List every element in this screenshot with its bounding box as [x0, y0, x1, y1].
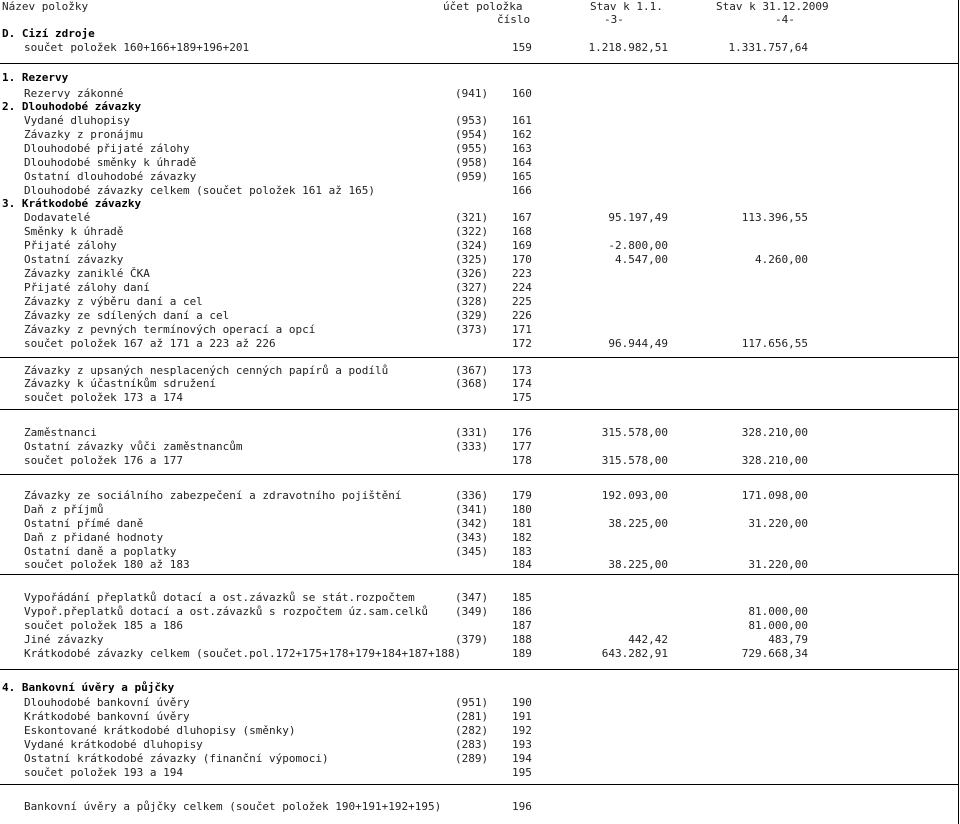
row-item-number: 174	[512, 377, 532, 390]
row-state-end: 4.260,00	[755, 253, 808, 266]
row-item-number: 165	[512, 170, 532, 183]
row-item-number: 226	[512, 309, 532, 322]
row-state-start: 96.944,49	[608, 337, 668, 350]
row-label: Krátkodobé bankovní úvěry	[24, 710, 190, 723]
row-account: (341)	[455, 503, 489, 516]
row-state-end: 328.210,00	[741, 454, 808, 467]
row-label: Vypoř.přeplatků dotací a ost.závazků s rozpočtem úz.sam.celků	[24, 605, 428, 618]
row-account: (347)	[455, 591, 489, 604]
row-item-number: 192	[512, 724, 532, 737]
header-col-state1-num: -3-	[604, 13, 624, 26]
row-account: (954)	[455, 128, 489, 141]
section-separator	[0, 784, 958, 785]
row-state-end: 31.220,00	[748, 517, 808, 530]
row-account: (958)	[455, 156, 489, 169]
row-item-number: 171	[512, 323, 532, 336]
header-col-state2-num: -4-	[775, 13, 795, 26]
row-item-number: 187	[512, 619, 532, 632]
row-label: součet položek 180 až 183	[24, 558, 190, 571]
row-state-end: 171.098,00	[741, 489, 808, 502]
row-state-end: 117.656,55	[741, 337, 808, 350]
row-item-number: 176	[512, 426, 532, 439]
header-col-state1: Stav k 1.1.	[590, 0, 663, 13]
row-item-number: 159	[512, 41, 532, 54]
row-item-number: 173	[512, 364, 532, 377]
section-separator	[0, 669, 958, 670]
row-label: Ostatní dlouhodobé závazky	[24, 170, 197, 183]
row-item-number: 223	[512, 267, 532, 280]
row-item-number: 196	[512, 800, 532, 813]
row-label: Dlouhodobé přijaté zálohy	[24, 142, 190, 155]
row-item-number: 184	[512, 558, 532, 571]
row-state-end: 1.331.757,64	[728, 41, 808, 54]
row-account: (328)	[455, 295, 489, 308]
row-account: (282)	[455, 724, 489, 737]
row-label: Závazky z upsaných nesplacených cenných papírů a podílů	[24, 364, 389, 377]
header-col-name: Název položky	[2, 0, 89, 13]
row-item-number: 182	[512, 531, 532, 544]
row-state-start: 38.225,00	[608, 558, 668, 571]
row-item-number: 162	[512, 128, 532, 141]
row-state-start: 192.093,00	[601, 489, 668, 502]
row-account: (322)	[455, 225, 489, 238]
row-state-start: 4.547,00	[615, 253, 668, 266]
row-label: Směnky k úhradě	[24, 225, 124, 238]
section-separator	[0, 63, 958, 64]
row-item-number: 186	[512, 605, 532, 618]
row-label: Dlouhodobé směnky k úhradě	[24, 156, 197, 169]
section-heading: 4. Bankovní úvěry a půjčky	[2, 681, 175, 694]
row-item-number: 160	[512, 87, 532, 100]
row-account: (283)	[455, 738, 489, 751]
section-separator	[0, 357, 958, 358]
row-state-start: 442,42	[628, 633, 668, 646]
row-account: (329)	[455, 309, 489, 322]
row-label: Závazky z pevných termínových operací a opcí	[24, 323, 316, 336]
row-item-number: 194	[512, 752, 532, 765]
row-account: (324)	[455, 239, 489, 252]
row-state-end: 483,79	[768, 633, 808, 646]
row-account: (379)	[455, 633, 489, 646]
row-item-number: 168	[512, 225, 532, 238]
row-account: (349)	[455, 605, 489, 618]
row-label: součet položek 167 až 171 a 223 až 226	[24, 337, 276, 350]
row-label: Závazky k účastníkům sdružení	[24, 377, 217, 390]
row-item-number: 195	[512, 766, 532, 779]
row-item-number: 225	[512, 295, 532, 308]
section-heading: 2. Dlouhodobé závazky	[2, 100, 142, 113]
row-label: součet položek 193 a 194	[24, 766, 183, 779]
row-state-start: 95.197,49	[608, 211, 668, 224]
row-label: Závazky ze sdílených daní a cel	[24, 309, 230, 322]
section-heading: 1. Rezervy	[2, 71, 69, 84]
row-state-start: 315.578,00	[601, 454, 668, 467]
row-account: (373)	[455, 323, 489, 336]
row-account: (951)	[455, 696, 489, 709]
row-label: Vydané krátkodobé dluhopisy	[24, 738, 203, 751]
row-item-number: 180	[512, 503, 532, 516]
row-item-number: 167	[512, 211, 532, 224]
row-label: Dlouhodobé bankovní úvěry	[24, 696, 190, 709]
row-label: Eskontované krátkodobé dluhopisy (směnky)	[24, 724, 296, 737]
row-item-number: 185	[512, 591, 532, 604]
row-label: Jiné závazky	[24, 633, 104, 646]
row-label: Daň z příjmů	[24, 503, 104, 516]
row-account: (959)	[455, 170, 489, 183]
row-item-number: 166	[512, 184, 532, 197]
row-label: součet položek 160+166+189+196+201	[24, 41, 250, 54]
row-account: (368)	[455, 377, 489, 390]
row-item-number: 170	[512, 253, 532, 266]
row-account: (331)	[455, 426, 489, 439]
row-item-number: 177	[512, 440, 532, 453]
row-account: (327)	[455, 281, 489, 294]
row-item-number: 164	[512, 156, 532, 169]
row-item-number: 189	[512, 647, 532, 660]
row-account: (345)	[455, 545, 489, 558]
row-state-start: 1.218.982,51	[588, 41, 668, 54]
row-account: (321)	[455, 211, 489, 224]
row-item-number: 161	[512, 114, 532, 127]
row-state-start: 315.578,00	[601, 426, 668, 439]
header-col-state2: Stav k 31.12.2009	[716, 0, 829, 13]
row-item-number: 172	[512, 337, 532, 350]
row-item-number: 169	[512, 239, 532, 252]
row-item-number: 163	[512, 142, 532, 155]
row-label: Ostatní krátkodobé závazky (finanční výpomoci)	[24, 752, 329, 765]
row-label: Vypořádání přeplatků dotací a ost.závazků se stát.rozpočtem	[24, 591, 415, 604]
section-separator	[0, 474, 958, 475]
row-label: Dlouhodobé závazky celkem (součet položek 161 až 165)	[24, 184, 375, 197]
row-state-end: 81.000,00	[748, 619, 808, 632]
row-account: (281)	[455, 710, 489, 723]
row-label: Ostatní přímé daně	[24, 517, 144, 530]
row-label: Přijaté zálohy daní	[24, 281, 150, 294]
row-label: Ostatní závazky	[24, 253, 124, 266]
row-label: Ostatní daně a poplatky	[24, 545, 177, 558]
row-label: součet položek 173 a 174	[24, 391, 183, 404]
row-item-number: 178	[512, 454, 532, 467]
section-separator	[0, 409, 958, 410]
row-state-start: 38.225,00	[608, 517, 668, 530]
row-state-start: -2.800,00	[608, 239, 668, 252]
section-separator	[0, 574, 958, 575]
row-item-number: 183	[512, 545, 532, 558]
row-label: Zaměstnanci	[24, 426, 97, 439]
row-label: Krátkodobé závazky celkem (součet.pol.172+175+178+179+184+187+188)	[24, 647, 462, 660]
row-label: Bankovní úvěry a půjčky celkem (součet položek 190+191+192+195)	[24, 800, 442, 813]
row-item-number: 224	[512, 281, 532, 294]
row-account: (342)	[455, 517, 489, 530]
row-item-number: 191	[512, 710, 532, 723]
row-account: (325)	[455, 253, 489, 266]
header-col-account: účet položka	[443, 0, 523, 13]
row-label: součet položek 185 a 186	[24, 619, 183, 632]
row-account: (326)	[455, 267, 489, 280]
section-heading: D. Cizí zdroje	[2, 27, 95, 40]
row-account: (289)	[455, 752, 489, 765]
row-item-number: 190	[512, 696, 532, 709]
row-item-number: 179	[512, 489, 532, 502]
row-account: (333)	[455, 440, 489, 453]
header-col-number: číslo	[497, 13, 531, 26]
row-label: Závazky z pronájmu	[24, 128, 144, 141]
row-state-start: 643.282,91	[601, 647, 668, 660]
row-state-end: 113.396,55	[741, 211, 808, 224]
row-state-end: 81.000,00	[748, 605, 808, 618]
row-label: součet položek 176 a 177	[24, 454, 183, 467]
row-item-number: 188	[512, 633, 532, 646]
row-item-number: 181	[512, 517, 532, 530]
row-state-end: 729.668,34	[741, 647, 808, 660]
row-account: (367)	[455, 364, 489, 377]
row-label: Závazky zaniklé ČKA	[24, 267, 150, 280]
row-label: Přijaté zálohy	[24, 239, 117, 252]
row-account: (343)	[455, 531, 489, 544]
row-label: Závazky ze sociálního zabezpečení a zdravotního pojištění	[24, 489, 402, 502]
row-label: Vydané dluhopisy	[24, 114, 130, 127]
row-account: (955)	[455, 142, 489, 155]
row-label: Daň z přidané hodnoty	[24, 531, 164, 544]
row-account: (953)	[455, 114, 489, 127]
row-item-number: 175	[512, 391, 532, 404]
row-state-end: 31.220,00	[748, 558, 808, 571]
row-label: Ostatní závazky vůči zaměstnancům	[24, 440, 243, 453]
row-label: Dodavatelé	[24, 211, 91, 224]
row-item-number: 193	[512, 738, 532, 751]
row-account: (941)	[455, 87, 489, 100]
row-label: Rezervy zákonné	[24, 87, 124, 100]
row-state-end: 328.210,00	[741, 426, 808, 439]
row-account: (336)	[455, 489, 489, 502]
right-border	[958, 0, 959, 824]
row-label: Závazky z výběru daní a cel	[24, 295, 203, 308]
section-heading: 3. Krátkodobé závazky	[2, 197, 142, 210]
